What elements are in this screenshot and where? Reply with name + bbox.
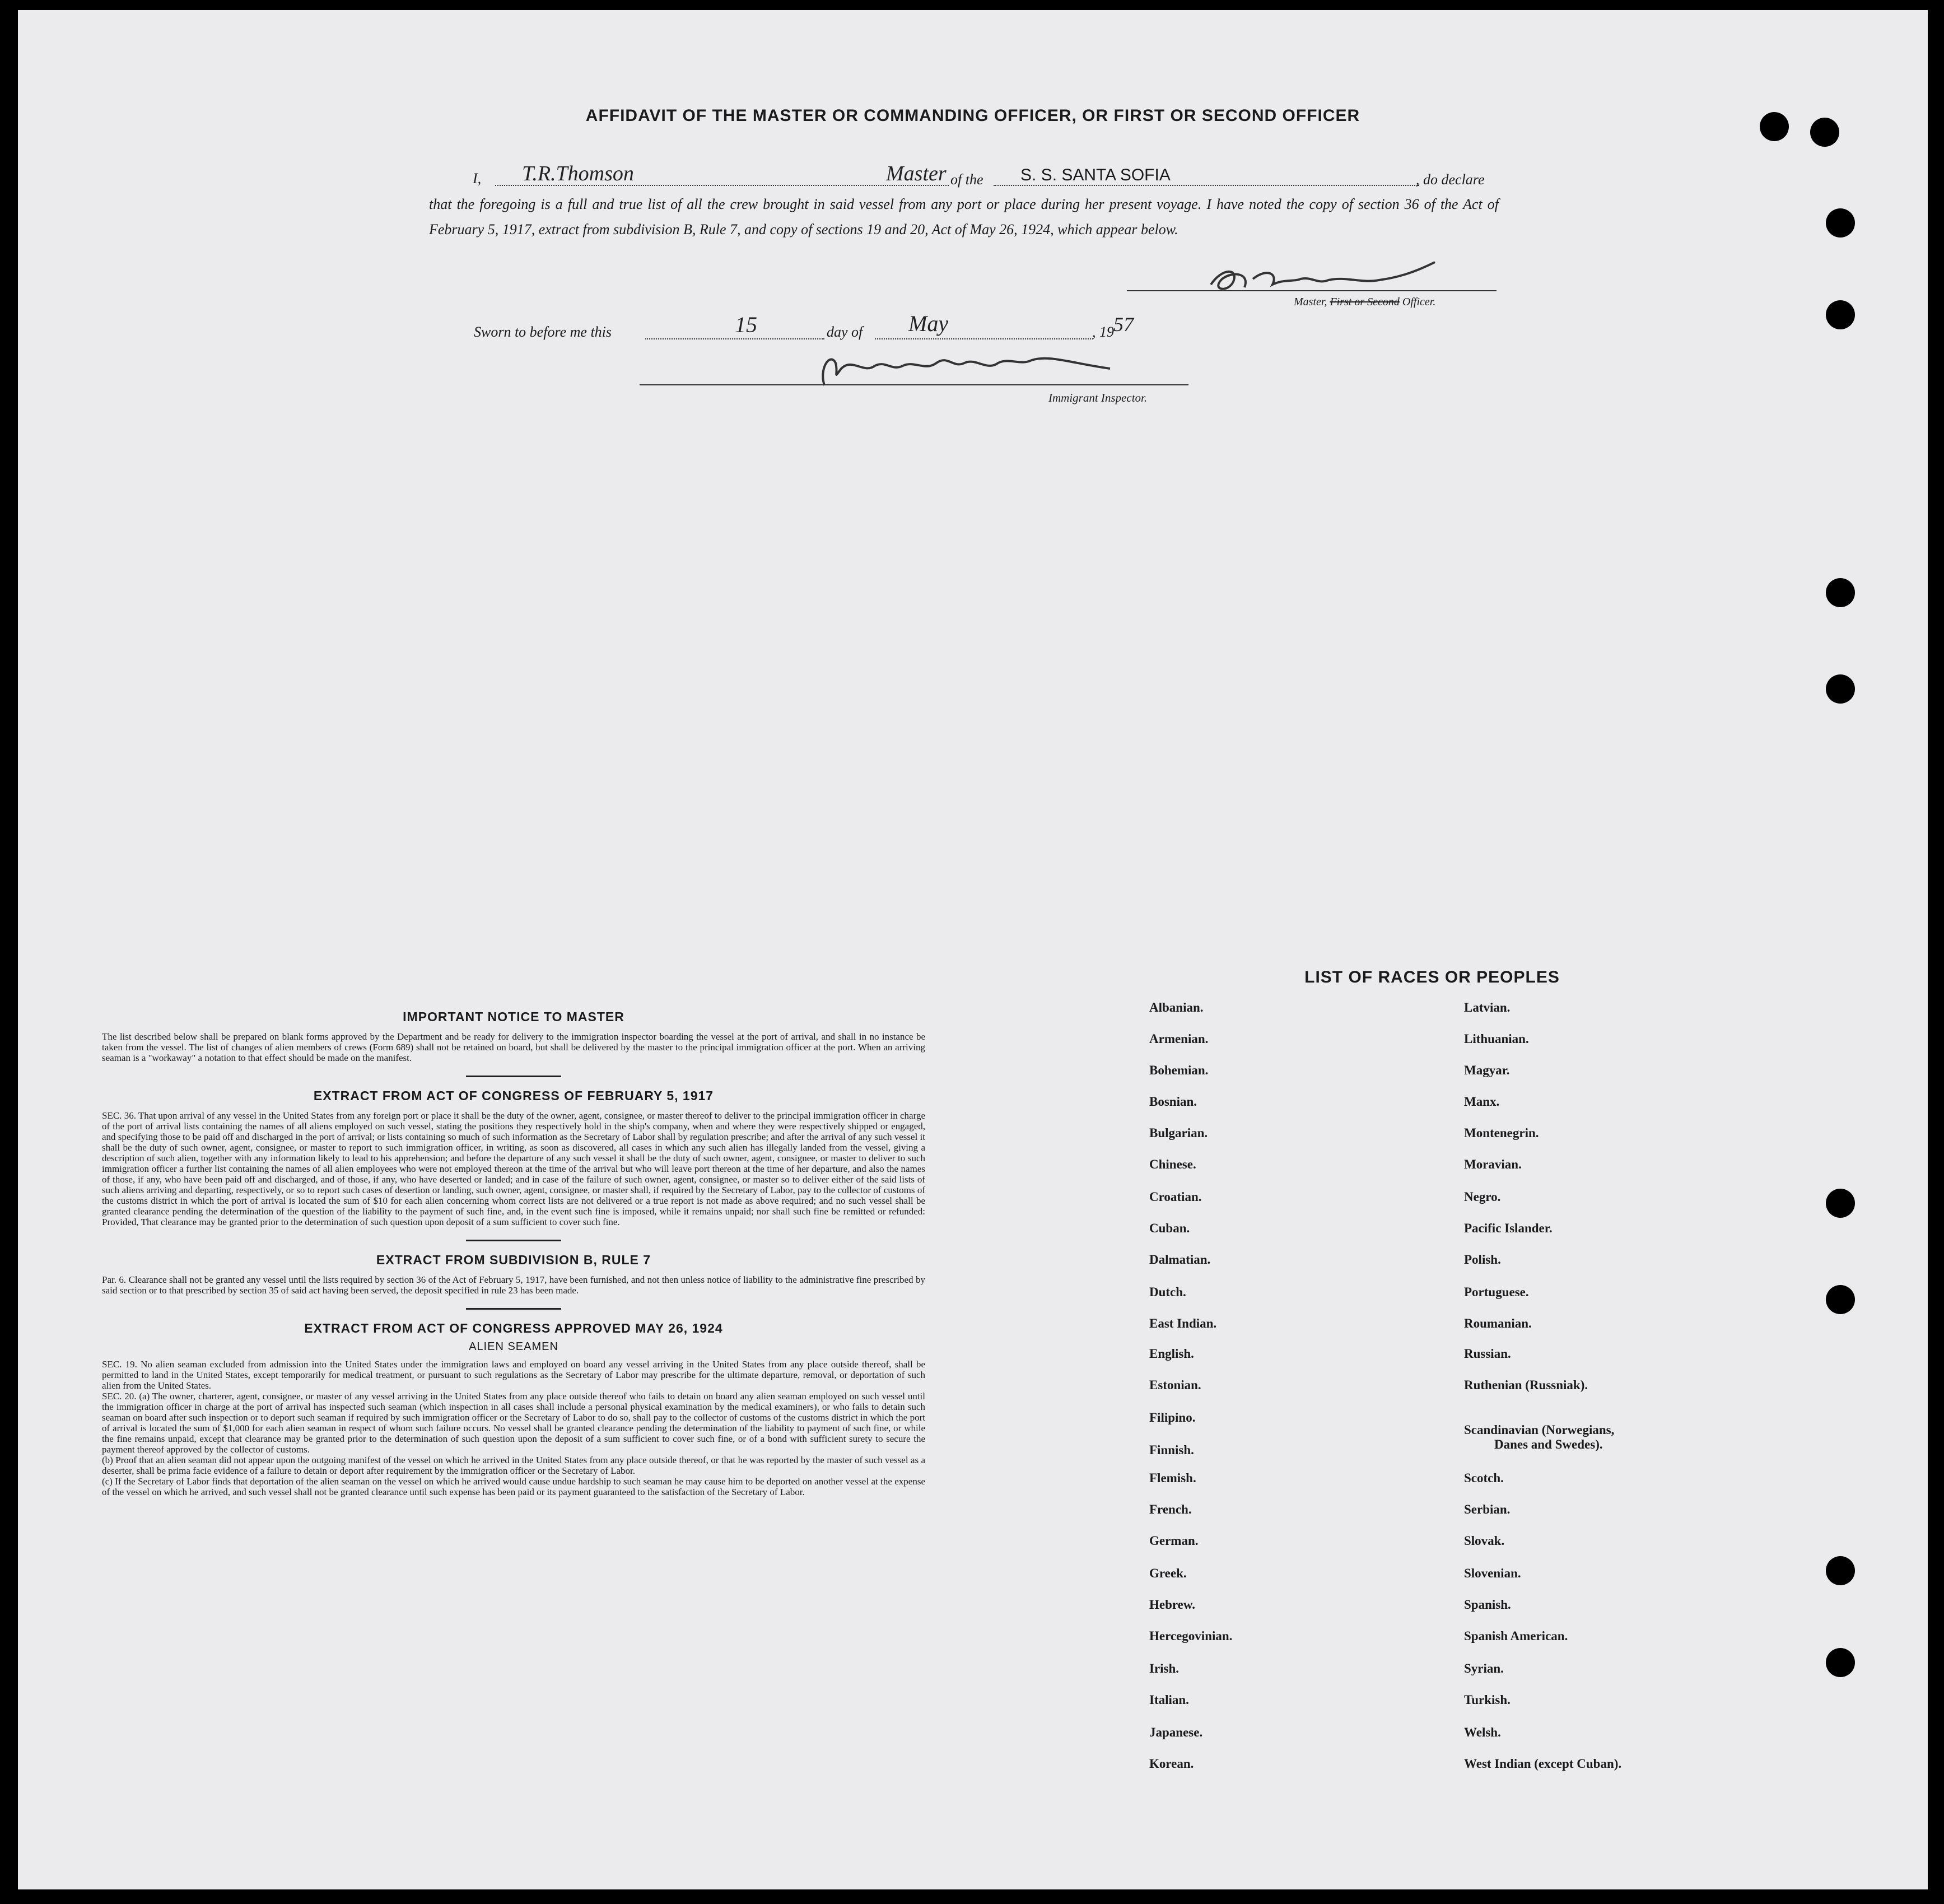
race-item: Portuguese. [1464,1285,1529,1299]
punch-hole [1826,1285,1855,1314]
sworn-month: May [908,311,949,336]
race-item: East Indian. [1149,1316,1217,1330]
race-item: Bohemian. [1149,1063,1209,1077]
notice-title: IMPORTANT NOTICE TO MASTER [403,1009,624,1024]
punch-hole [1826,300,1855,329]
races-title: LIST OF RACES OR PEOPLES [1304,968,1560,986]
divider [466,1308,561,1310]
vessel-name: S. S. SANTA SOFIA [1020,166,1171,184]
punch-hole [1826,1189,1855,1218]
race-item: Spanish. [1464,1598,1511,1612]
race-item: Albanian. [1149,1000,1204,1014]
race-item: Dutch. [1149,1285,1186,1299]
extract-1924-title: EXTRACT FROM ACT OF CONGRESS APPROVED MAY 26, 1924 [304,1321,723,1335]
vessel-line [994,185,1419,186]
punch-hole [1826,674,1855,704]
day-of-label: day of [827,324,863,340]
sec19-text: SEC. 19. No alien seaman excluded from admission into the United States under the immigration laws and employed on board any vessel arriving in the United States from any place outside thereof, shall be permitted to land in the United States, except temporarily for medical treatment, or pursuant to such regulations as the Secretary of Labor may prescribe for the ultimate departure, removal, or deportation of such alien from the United States. [102,1359,925,1391]
race-item: Slovak. [1464,1534,1505,1548]
divider [466,1240,561,1241]
race-item: Russian. [1464,1347,1511,1361]
race-item: Pacific Islander. [1464,1221,1553,1235]
race-item: Estonian. [1149,1378,1201,1392]
race-item: West Indian (except Cuban). [1464,1757,1622,1771]
extract-1924-subtitle: ALIEN SEAMEN [469,1340,558,1353]
race-item: Welsh. [1464,1725,1501,1739]
affidavit-title: AFFIDAVIT OF THE MASTER OR COMMANDING OFFICER, OR FIRST OR SECOND OFFICER [585,106,1360,125]
sec20c-text: (c) If the Secretary of Labor finds that deportation of the alien seaman on the vessel on which he arrived would cause undue hardship to such seaman he may cause him to be deported on another vessel at the expense of the vessel on which he arrived, and such vessel shall not be granted clearance until such expense has been paid or its payment guaranteed to the satisfaction of the Secretary of Labor. [102,1476,925,1497]
extract-1917-text: SEC. 36. That upon arrival of any vessel in the United States from any foreign port or place it shall be the duty of the owner, agent, consignee, or master thereof to deliver to the principal immigration officer in charge of the port of arrival lists containing the names of all aliens employed on such vessel, stating the positions they respectively hold in the ship's company, when and where they were respectively shipped or engaged, and specifying those to be paid off and discharged in the port of arrival; or lists containing so much of such information as the Secretary of Labor shall by regulation prescribe; and after the arrival of any such vessel it shall be the duty of such owner, agent, consignee, or master to report to such immigration officer, in writing, as soon as discovered, all cases in which any such alien has illegally landed from the vessel, giving a description of such alien, together with any information likely to lead to his apprehension; and before the departure of any such vessel it shall be the duty of such owner, agent, consignee, or master to deliver to such immigration officer a further list containing the names of all alien employees who were not employed thereon at the time of the arrival but who will leave port thereon at the time of her departure, and also the names of those, if any, who have been paid off and discharged, and of those, if any, who have deserted or landed; and in case of the failure of such owner, agent, consignee, or master so to deliver either of the said lists of such aliens arriving and departing, respectively, or so to report such cases of desertion or landing, such owner, agent, consignee, or master shall, if required by the Secretary of Labor, pay to the collector of customs of the customs district in which the port of arrival is located the sum of $10 for each alien concerning whom correct lists are not delivered or a true report is not made as above required; and no such vessel shall be granted clearance pending the determination of the question of the liability to the payment of such fine, and, in the event such fine is imposed, while it remains unpaid; nor shall such fine be remitted or refunded: Provided, That clearance may be granted prior to the determination of such question upon deposit of a sum sufficient to cover such fine. [102,1110,925,1227]
inspector-caption: Immigrant Inspector. [1048,391,1148,404]
inspector-line [640,384,1188,385]
race-item: Greek. [1149,1566,1187,1580]
year-prefix: , 19 [1092,324,1114,340]
race-item: Roumanian. [1464,1316,1532,1330]
race-item: Irish. [1149,1661,1180,1675]
race-item: German. [1149,1534,1199,1548]
punch-hole [1826,1556,1855,1585]
punch-hole [1826,1648,1855,1677]
race-item: Hebrew. [1149,1598,1195,1612]
punch-hole [1826,578,1855,607]
race-item: Finnish. [1149,1443,1194,1457]
race-item: Croatian. [1149,1190,1202,1204]
master-signature [1200,257,1463,301]
master-signature-line [1127,290,1497,291]
race-item: Danes and Swedes). [1494,1437,1603,1451]
race-item: Scotch. [1464,1471,1504,1485]
rule7-text: Par. 6. Clearance shall not be granted any vessel until the lists required by section 36 of the Act of February 5, 1917, have been furnished, and not then unless notice of liability to the administrative fine prescribed by said section or to that prescribed by section 35 of said act having been served, the deposit specified in rule 23 has been made. [102,1274,925,1296]
race-item: Serbian. [1464,1502,1511,1516]
race-item: Montenegrin. [1464,1126,1539,1140]
officer-name: T.R.Thomson [522,162,634,185]
race-item: English. [1149,1347,1194,1361]
race-item: Moravian. [1464,1157,1522,1171]
race-item: Armenian. [1149,1032,1209,1046]
document-page [18,10,1928,1889]
race-item: Cuban. [1149,1221,1190,1235]
race-item: Spanish American. [1464,1629,1568,1643]
race-item: French. [1149,1502,1192,1516]
race-item: Filipino. [1149,1410,1196,1424]
race-item: Lithuanian. [1464,1032,1529,1046]
sworn-year: 57 [1113,313,1134,336]
master-caption: Master, First or Second Officer. [1294,296,1436,308]
affidavit-body: that the foregoing is a full and true list of all the crew brought in said vessel from any port or place during her present voyage. I have noted the copy of section 36 of the Act of February 5, 1917, extract from subdivision B, Rule 7, and copy of sections 19 and 20, Act of May 26, 1924, which appear below. [429,196,1499,238]
sworn-day: 15 [735,312,757,337]
race-item: Syrian. [1464,1661,1504,1675]
rule7-title: EXTRACT FROM SUBDIVISION B, RULE 7 [376,1253,651,1267]
sworn-label: Sworn to before me this [474,324,612,340]
race-item: Dalmatian. [1149,1253,1211,1267]
race-item: Ruthenian (Russniak). [1464,1378,1588,1392]
do-declare-label: , do declare [1416,171,1485,188]
race-item: Magyar. [1464,1063,1510,1077]
race-item: Polish. [1464,1253,1501,1267]
month-line [875,338,1093,339]
race-item: Bosnian. [1149,1095,1197,1109]
officer-rank: Master [886,162,947,185]
race-item: Chinese. [1149,1157,1196,1171]
race-item: Japanese. [1149,1725,1203,1739]
extract-1917-title: EXTRACT FROM ACT OF CONGRESS OF FEBRUARY 5, 1917 [313,1088,714,1103]
race-item: Manx. [1464,1095,1500,1109]
day-line [645,338,824,339]
race-item: Latvian. [1464,1000,1511,1014]
punch-hole [1826,208,1855,238]
race-item: Korean. [1149,1757,1194,1771]
sec20b-text: (b) Proof that an alien seaman did not appear upon the outgoing manifest of the vessel on which he arrived in the United States from any place outside thereof, or that he was reported by the master of such vessel as a deserter, shall be prima facie evidence of a failure to detain or deport after requirement by the immigration officer or the Secretary of Labor. [102,1455,925,1476]
notice-text: The list described below shall be prepared on blank forms approved by the Department and be ready for delivery to the immigration inspector boarding the vessel at the port of arrival, and shall in no instance be taken from the vessel. The list of changes of alien members of crews (Form 689) shall not be retained on board, but shall be delivered by the master to the principal immigration officer at the port. When an arriving seaman is a "workaway" a notation to that effect should be made on the manifest. [102,1031,925,1063]
i-label: I, [473,170,482,187]
race-item: Negro. [1464,1190,1501,1204]
race-item: Italian. [1149,1693,1189,1707]
divider [466,1076,561,1077]
sec20a-text: SEC. 20. (a) The owner, charterer, agent, consignee, or master of any vessel arriving in the United States from any place outside thereof who fails to detain on board any alien seaman employed on such vessel until the immigration officer in charge at the port of arrival has inspected such seaman (which inspection in all cases shall include a personal physical examination by the medical examiners), or who fails to detain such seaman on board after such inspection or to deport such seaman if required by such immigration officer or the Secretary of Labor to do so, shall pay to the collector of customs of the customs district in which the port of arrival is located the sum of $1,000 for each alien seaman in respect of whom such failure occurs. No vessel shall be granted clearance pending the determination of the liability to payment of such fine, or while the fine remains unpaid, except that clearance may be granted prior to the determination of such question upon the deposit of a sum sufficient to cover such fine, or of a bond with sufficient surety to secure the payment thereof approved by the collector of customs. [102,1391,925,1455]
race-item: Bulgarian. [1149,1126,1208,1140]
race-item: Hercegovinian. [1149,1629,1233,1643]
of-the-label: of the [950,171,983,188]
race-item: Turkish. [1464,1693,1511,1707]
race-item: Scandinavian (Norwegians, [1464,1423,1615,1437]
race-item: Flemish. [1149,1471,1196,1485]
race-item: Slovenian. [1464,1566,1521,1580]
notices-column [102,1009,925,1497]
